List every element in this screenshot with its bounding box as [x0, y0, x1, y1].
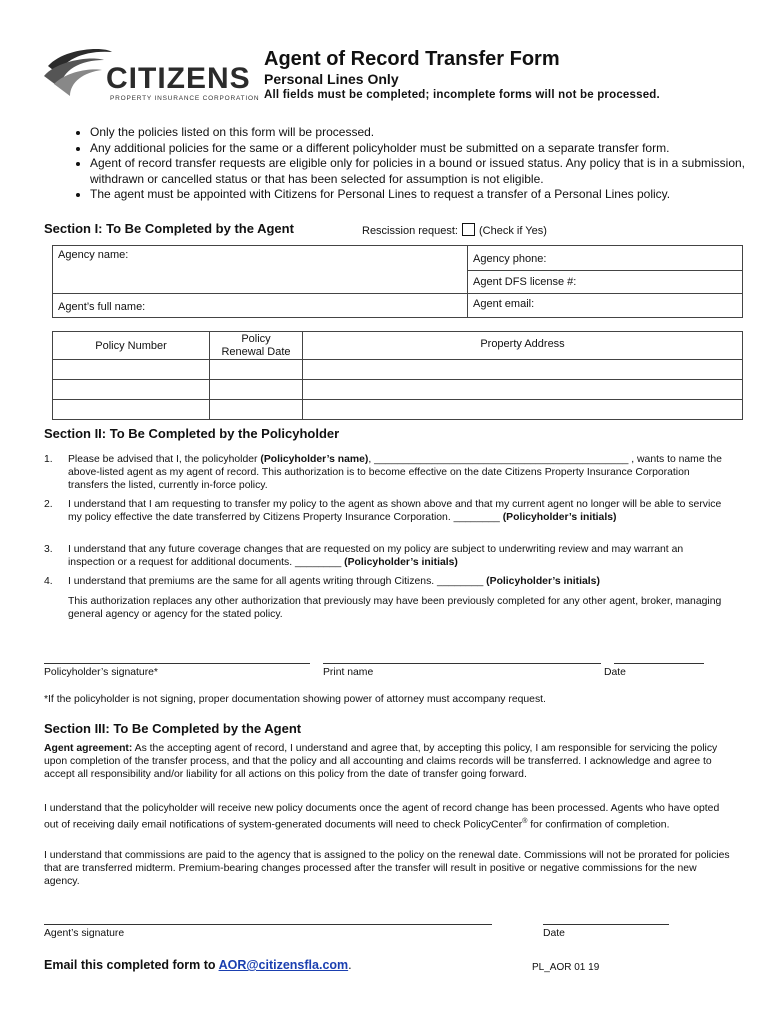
- rescission-request: [362, 223, 547, 237]
- policy-row: [53, 400, 743, 420]
- policy-table: [52, 331, 743, 420]
- policy-number-header: Policy Number: [53, 332, 210, 360]
- form-code: PL_AOR 01 19: [532, 962, 600, 973]
- property-address-cell[interactable]: [303, 400, 743, 420]
- policy-row: [53, 360, 743, 380]
- rescission-checkbox[interactable]: [462, 223, 475, 236]
- agent-dfs-label: Agent DFS license #:: [473, 276, 577, 288]
- completion-notice: All fields must be completed; incomplete forms will not be processed.: [264, 89, 660, 101]
- agent-agreement-text: Agent agreement: As the accepting agent of record, I understand and agree that, by accepting this policy, I am responsible for servicing the policy upon completion of the transfer process, and that the policy and all accounting and claims records will be transferred. I acknowledge and agree to accept all responsibility and/or liability for all actions on this policy from the date of transfer going forward.: [44, 743, 718, 780]
- property-address-cell[interactable]: [303, 380, 743, 400]
- authorization-replaces-text: This authorization replaces any other authorization that previously may have been previously completed for any other agent, broker, managing general agency or agency for the stated policy.: [68, 596, 722, 620]
- policy-number-cell[interactable]: [53, 360, 210, 380]
- renewal-date-cell[interactable]: [210, 360, 303, 380]
- section-1-heading: Section I: To Be Completed by the Agent: [44, 221, 294, 236]
- policyholder-date-line[interactable]: [614, 663, 704, 664]
- agent-full-name-label: Agent’s full name:: [58, 301, 146, 313]
- form-title: Agent of Record Transfer Form: [264, 48, 560, 70]
- email-link[interactable]: AOR@citizensfla.com: [218, 958, 349, 972]
- policyholder-statement-3: 3. I understand that any future coverage changes that are requested on my policy are subject to underwriting review and may warrant an inspection or a request for additional documents. ________ (Policyholder’s initials): [44, 544, 684, 568]
- form-subtitle: Personal Lines Only: [264, 71, 399, 87]
- section-2-heading: Section II: To Be Completed by the Policyholder: [44, 426, 340, 441]
- agent-date-label: Date: [543, 928, 565, 939]
- agent-date-line[interactable]: [543, 924, 669, 925]
- agent-dfs-field[interactable]: [468, 271, 743, 294]
- agency-name-field[interactable]: [53, 246, 468, 294]
- section-3-heading: Section III: To Be Completed by the Agent: [44, 721, 302, 736]
- agency-phone-label: Agency phone:: [473, 253, 547, 265]
- policyholder-statement-2: 2. I understand that I am requesting to transfer my policy to the agent as shown above and that my current agent no longer will be able to service my policy effective the date transferred by Citizens Property Insurance Corporation. ________ (Policyholder’s initials): [44, 499, 722, 523]
- email-instruction: Email this completed form to AOR@citizensfla.com.: [44, 958, 352, 972]
- print-name-label: Print name: [323, 667, 374, 678]
- policyholder-statement-1: 1. Please be advised that I, the policyholder (Policyholder’s name), ____________________________________________ , wants to name the above-listed agent as my agent of record. This authorization is to become effective on the date Citizens Property Insurance Corporation transfers the listed, currently in-force policy.: [44, 454, 722, 491]
- swoosh-icon: [44, 44, 114, 106]
- agent-signature-line[interactable]: [44, 924, 492, 925]
- logo-wordmark: CITIZENS: [106, 62, 251, 95]
- agency-name-label: Agency name:: [58, 249, 129, 261]
- instructions-list: [44, 125, 770, 203]
- policy-documents-text: I understand that the policyholder will receive new policy documents once the agent of record change has been processed. Agents who have opted out of receiving daily email notifications of system-generated documents will need to check PolicyCenter® for confirmation of completion.: [44, 803, 720, 831]
- print-name-line[interactable]: [323, 663, 601, 664]
- power-of-attorney-footnote: *If the policyholder is not signing, proper documentation showing power of attorney must accompany request.: [44, 694, 546, 705]
- agency-phone-field[interactable]: [468, 246, 743, 271]
- instruction-item: • Any additional policies for the same or a different policyholder must be submitted on a separate transfer form.: [90, 141, 770, 157]
- agent-info-table: [52, 245, 743, 318]
- policyholder-statement-4: 4. I understand that premiums are the same for all agents writing through Citizens. ________ (Policyholder’s initials): [44, 576, 600, 587]
- policyholder-signature-label: Policyholder’s signature*: [44, 667, 158, 678]
- policyholder-date-label: Date: [604, 667, 626, 678]
- agent-email-label: Agent email:: [473, 298, 535, 310]
- agent-email-field[interactable]: [468, 294, 743, 318]
- property-address-cell[interactable]: [303, 360, 743, 380]
- renewal-date-cell[interactable]: [210, 400, 303, 420]
- agent-full-name-field[interactable]: [53, 294, 468, 318]
- rescission-hint: (Check if Yes): [479, 225, 547, 237]
- policyholder-signature-line[interactable]: [44, 663, 310, 664]
- instruction-item: • The agent must be appointed with Citizens for Personal Lines to request a transfer of a Personal Lines policy.: [90, 187, 770, 203]
- policy-renewal-date-header: Policy Renewal Date: [210, 332, 303, 360]
- renewal-date-cell[interactable]: [210, 380, 303, 400]
- rescission-label: Rescission request:: [362, 225, 458, 237]
- citizens-logo: [44, 44, 260, 106]
- logo-tagline: PROPERTY INSURANCE CORPORATION: [110, 95, 260, 102]
- agent-signature-label: Agent’s signature: [44, 928, 125, 939]
- instruction-item: • Only the policies listed on this form will be processed.: [90, 125, 770, 141]
- property-address-header: Property Address: [303, 332, 743, 360]
- instruction-item: • Agent of record transfer requests are eligible only for policies in a bound or issued status. Any policy that is in a submission, withdrawn or cancelled status or that has been selected for assumption is not eligible.: [90, 156, 770, 187]
- policy-row: [53, 380, 743, 400]
- policy-number-cell[interactable]: [53, 380, 210, 400]
- commissions-text: I understand that commissions are paid to the agency that is assigned to the policy on the renewal date. Commissions will not be prorated for policies that are transferred midterm. Premium-bearing changes processed after the transfer will result in positive or negative commissions for the new agency.: [44, 850, 730, 887]
- policy-number-cell[interactable]: [53, 400, 210, 420]
